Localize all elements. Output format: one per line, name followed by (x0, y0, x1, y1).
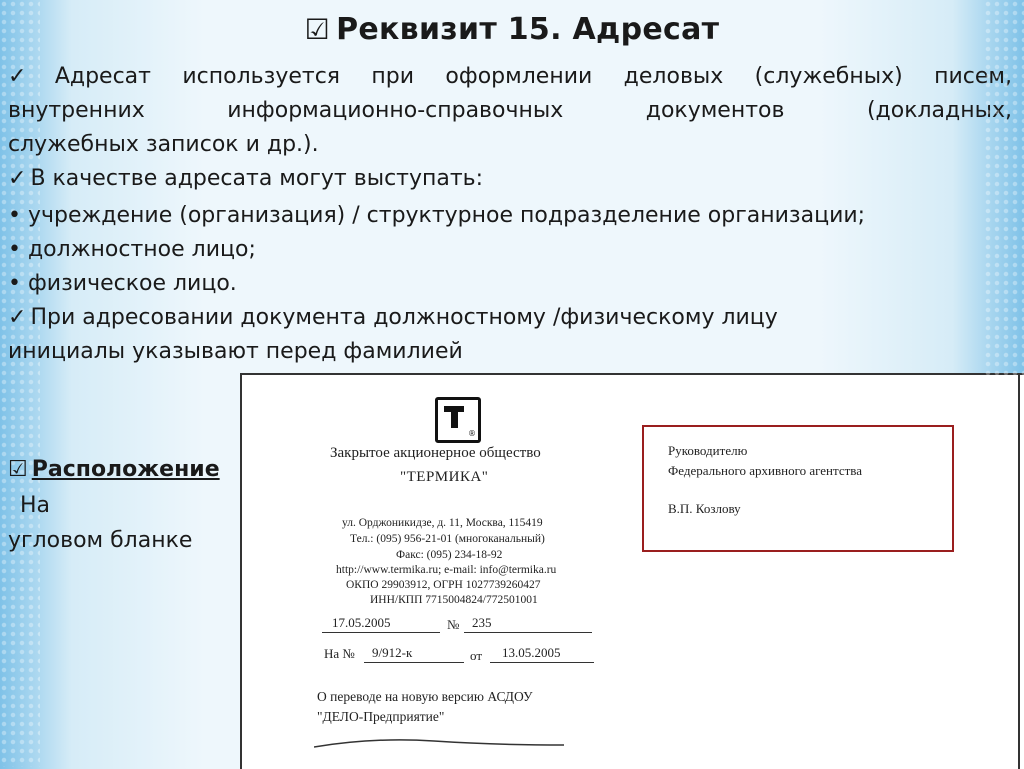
ref-number: 9/912-к (372, 645, 413, 660)
bullet-item: • должностное лицо; (8, 237, 256, 262)
doc-number-label: № (447, 617, 460, 632)
checkmark-icon: ✓ (8, 64, 51, 89)
contact-line: ул. Орджоникидзе, д. 11, Москва, 115419 (342, 517, 543, 529)
bullet-item: • физическое лицо. (8, 271, 237, 296)
contact-line: http://www.termika.ru; e-mail: info@termika.ru (336, 564, 557, 576)
para3-line2: инициалы указывают перед фамилией (8, 339, 463, 364)
checkmark-icon: ✓ (8, 305, 27, 330)
checkbox-icon: ☑ (8, 457, 28, 482)
contact-line: Факс: (095) 234-18-92 (396, 549, 503, 561)
contact-line: ОКПО 29903912, ОГРН 1027739260427 (346, 579, 541, 591)
location-line1: На (20, 493, 51, 518)
para1-line3: служебных записок и др.). (8, 132, 319, 157)
para2: ✓ В качестве адресата могут выступать: (8, 166, 484, 191)
addressee-line: В.П. Козлову (668, 501, 741, 516)
letter-blank (240, 373, 1024, 769)
addressee-line: Руководителю (668, 443, 748, 458)
addressee-line: Федерального архивного агентства (668, 463, 863, 478)
ref-date: 13.05.2005 (502, 645, 561, 660)
title-text: Реквизит 15. Адресат (336, 12, 720, 47)
location-line2: угловом бланке (8, 528, 193, 553)
contact-line: ИНН/КПП 7715004824/772501001 (370, 594, 538, 606)
contact-line: Тел.: (095) 956-21-01 (многоканальный) (350, 533, 545, 545)
para1-line2: внутренних информационно-справочных документов (докладных, (8, 98, 1012, 123)
ref-from-label: от (470, 648, 483, 663)
subject-line2: "ДЕЛО-Предприятие" (317, 709, 445, 724)
org-name-line2: "ТЕРМИКА" (400, 469, 489, 485)
wavy-line (314, 733, 564, 753)
slide-title (0, 12, 1024, 47)
ref-label: На № (324, 646, 355, 661)
checkbox-icon: ☑ (304, 13, 331, 46)
doc-date: 17.05.2005 (332, 615, 391, 630)
company-logo-icon: ® (435, 397, 481, 443)
location-heading: ☑ Расположение (8, 457, 220, 482)
addressee-box (642, 425, 954, 552)
org-name-line1: Закрытое акционерное общество (330, 445, 541, 461)
para1-line1: ✓ Адресат используется при оформлении деловых (служебных) писем, (8, 64, 1012, 89)
subject-line1: О переводе на новую версию АСДОУ (317, 689, 533, 704)
checkmark-icon: ✓ (8, 166, 27, 191)
para3-line1: ✓ При адресовании документа должностному /физическому лицу (8, 305, 778, 330)
bullet-item: • учреждение (организация) / структурное подразделение организации; (8, 203, 866, 228)
doc-number: 235 (472, 615, 492, 630)
